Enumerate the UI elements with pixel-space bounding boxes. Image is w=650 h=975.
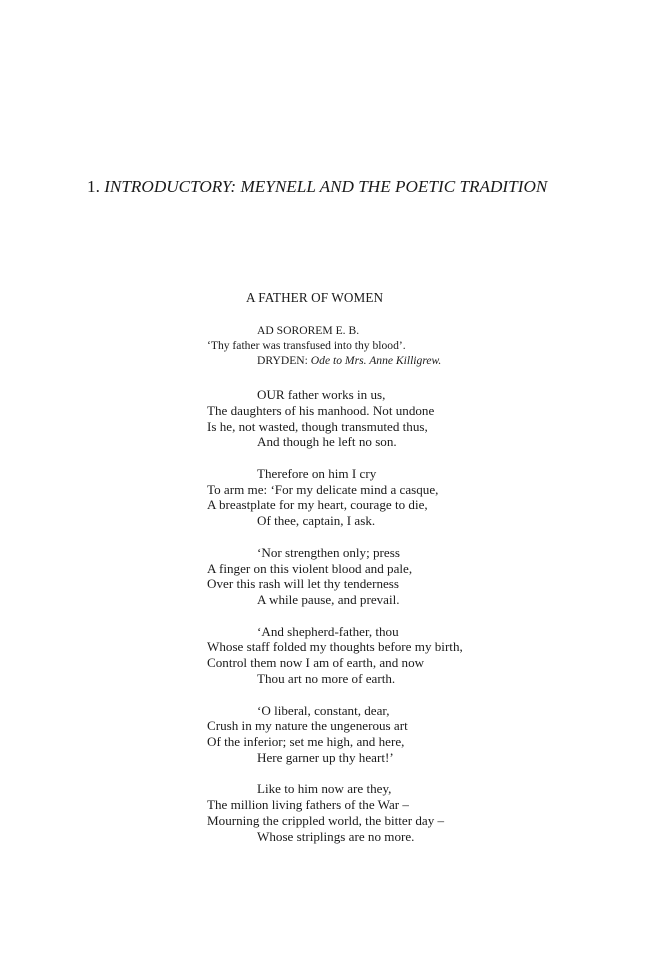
chapter-heading bbox=[87, 177, 627, 197]
poem-line: Over this rash will let thy tenderness bbox=[207, 576, 400, 592]
poem-line: Of thee, captain, I ask. bbox=[257, 513, 376, 529]
poem-line: Therefore on him I cry bbox=[257, 465, 377, 481]
poem-line: A breastplate for my heart, courage to die, bbox=[207, 497, 428, 513]
epigraph-source bbox=[207, 353, 441, 368]
poem-line: To arm me: ‘For my delicate mind a casque, bbox=[207, 481, 439, 497]
chapter-title: INTRODUCTORY: MEYNELL AND THE POETIC TRADITION bbox=[104, 177, 548, 196]
stanza bbox=[207, 703, 463, 766]
epigraph-source-work: Ode to Mrs. Anne Killigrew. bbox=[310, 354, 442, 367]
poem-line: The daughters of his manhood. Not undone bbox=[207, 402, 435, 418]
poem-line: Is he, not wasted, though transmuted thus, bbox=[207, 418, 428, 434]
poem-line: Whose staff folded my thoughts before my birth, bbox=[207, 639, 463, 655]
poem-line: Of the inferior; set me high, and here, bbox=[207, 734, 405, 750]
poem-line: Control them now I am of earth, and now bbox=[207, 655, 425, 671]
epigraph bbox=[207, 323, 441, 368]
stanza bbox=[207, 624, 463, 687]
poem-body bbox=[207, 387, 463, 860]
poem-line: Crush in my nature the ungenerous art bbox=[207, 718, 408, 734]
epigraph-source-author: DRYDEN: bbox=[257, 354, 308, 367]
epigraph-dedication: AD SORОREM E. B. bbox=[257, 324, 360, 337]
epigraph-quote: ‘Thy father was transfused into thy blood’. bbox=[207, 339, 406, 352]
poem-title: A FATHER OF WOMEN bbox=[246, 290, 384, 305]
poem-line: ‘Nor strengthen only; press bbox=[257, 544, 400, 560]
poem-line: A while pause, and prevail. bbox=[257, 592, 400, 608]
poem-line: Whose striplings are no more. bbox=[257, 828, 415, 844]
poem-line: ‘O liberal, constant, dear, bbox=[257, 702, 390, 718]
stanza bbox=[207, 545, 463, 608]
poem-line: A finger on this violent blood and pale, bbox=[207, 560, 413, 576]
poem-line: Mourning the crippled world, the bitter day – bbox=[207, 812, 445, 828]
poem-line: Thou art no more of earth. bbox=[257, 671, 396, 687]
stanza bbox=[207, 781, 463, 844]
poem-line: Here garner up thy heart!’ bbox=[257, 749, 394, 765]
poem-line: OUR father works in us, bbox=[257, 387, 386, 402]
poem-line: ‘And shepherd-father, thou bbox=[257, 623, 399, 639]
poem-line: Like to him now are they, bbox=[257, 781, 392, 797]
poem-line: The million living fathers of the War – bbox=[207, 797, 409, 813]
stanza bbox=[207, 387, 463, 450]
chapter-number: 1. bbox=[87, 177, 100, 196]
poem-line: And though he left no son. bbox=[257, 434, 397, 450]
stanza bbox=[207, 466, 463, 529]
